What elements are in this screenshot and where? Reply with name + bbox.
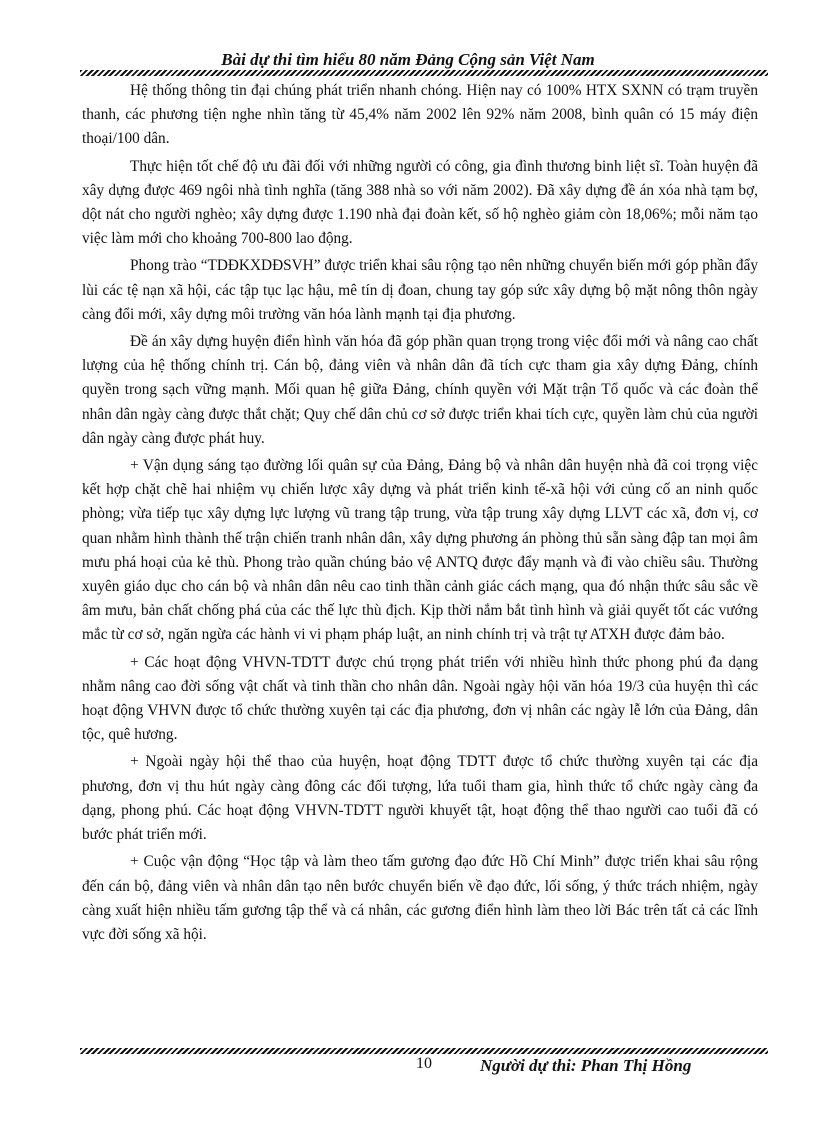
paragraph: Hệ thống thông tin đại chúng phát triển nhanh chóng. Hiện nay có 100% HTX SXNN có trạm truyền thanh, các phương tiện nghe nhìn tăng từ 45,4% năm 2002 lên 92% năm 2008, bình quân có 15 máy điện thoại/100 dân. [82, 82, 758, 148]
page-number: 10 [416, 1055, 432, 1072]
paragraph: + Ngoài ngày hội thể thao của huyện, hoạt động TDTT được tổ chức thường xuyên tại các địa phương, đơn vị thu hút ngày càng đông các đối tượng, lứa tuổi tham gia, hình thức tổ chức ngày càng đa dạng, phong phú. Các hoạt động VHVN-TDTT người khuyết tật, hoạt động thể thao người cao tuổi đã có bước phát triển mới. [82, 753, 758, 844]
footer-author: Người dự thi: Phan Thị Hồng [480, 1056, 692, 1075]
document-body [82, 79, 758, 950]
paragraph: + Vận dụng sáng tạo đường lối quân sự của Đảng, Đảng bộ và nhân dân huyện nhà đã coi trọng việc kết hợp chặt chẽ hai nhiệm vụ chiến lược xây dựng và phát triển kinh tế-xã hội với củng cố an ninh quốc phòng; vừa tiếp tục xây dựng lực lượng vũ trang tập trung, vừa tập trung xây dựng LLVT các xã, đơn vị, cơ quan nhằm hình thành thế trận chiến tranh nhân dân, xây dựng phương án phòng thủ sẵn sàng đập tan mọi âm mưu phá hoại của kẻ thù. Phong trào quần chúng bảo vệ ANTQ được đẩy mạnh và đi vào chiều sâu. Thường xuyên giáo dục cho cán bộ và nhân dân nêu cao tinh thần cảnh giác cách mạng, qua đó nhận thức sâu sắc về âm mưu, bản chất chống phá của các thế lực thù địch. Kịp thời nắm bắt tình hình và giải quyết tốt các vướng mắc từ cơ sở, ngăn ngừa các hành vi vi phạm pháp luật, an ninh chính trị và trật tự ATXH được đảm bảo. [82, 457, 758, 644]
paragraph: + Cuộc vận động “Học tập và làm theo tấm gương đạo đức Hồ Chí Minh” được triển khai sâu rộng đến cán bộ, đảng viên và nhân dân tạo nên bước chuyển biến về đạo đức, lối sống, ý thức trách nhiệm, ngày càng xuất hiện nhiều tấm gương tập thể và cá nhân, các gương điển hình làm theo lời Bác trên tất cả các lĩnh vực đời sống xã hội. [82, 853, 758, 943]
header-title: Bài dự thi tìm hiểu 80 năm Đảng Cộng sản Việt Nam [221, 50, 595, 69]
paragraph: Đề án xây dựng huyện điển hình văn hóa đã góp phần quan trọng trong việc đổi mới và nâng cao chất lượng của hệ thống chính trị. Cán bộ, đảng viên và nhân dân đã tích cực tham gia xây dựng Đảng, chính quyền trong sạch vững mạnh. Mối quan hệ giữa Đảng, chính quyền với Mặt trận Tổ quốc và các đoàn thể nhân dân ngày càng được thắt chặt; Quy chế dân chủ cơ sở được triển khai tích cực, quyền làm chủ của người dân ngày càng được phát huy. [82, 333, 758, 447]
paragraph: Phong trào “TDĐKXDĐSVH” được triển khai sâu rộng tạo nên những chuyển biến mới góp phần đẩy lùi các tệ nạn xã hội, các tập tục lạc hậu, mê tín dị đoan, chung tay góp sức xây dựng bộ mặt nông thôn ngày càng đổi mới, xây dựng môi trường văn hóa lành mạnh tại địa phương. [82, 257, 758, 323]
paragraph: Thực hiện tốt chế độ ưu đãi đối với những người có công, gia đình thương binh liệt sĩ. Toàn huyện đã xây dựng được 469 ngôi nhà tình nghĩa (tăng 388 nhà so với năm 2002). Đã xây dựng đề án xóa nhà tạm bợ, dột nát cho người nghèo; xây dựng được 1.190 nhà đại đoàn kết, số hộ nghèo giảm còn 18,06%; mỗi năm tạo việc làm mới cho khoảng 700-800 lao động. [82, 157, 758, 248]
header-divider [80, 70, 768, 76]
paragraph: + Các hoạt động VHVN-TDTT được chú trọng phát triển với nhiều hình thức phong phú đa dạng nhằm nâng cao đời sống vật chất và tinh thần cho nhân dân. Ngoài ngày hội văn hóa 19/3 của huyện thì các hoạt động VHVN được tổ chức thường xuyên tại các địa phương, đơn vị nhân các ngày lễ lớn của Đảng, dân tộc, quê hương. [82, 653, 758, 744]
